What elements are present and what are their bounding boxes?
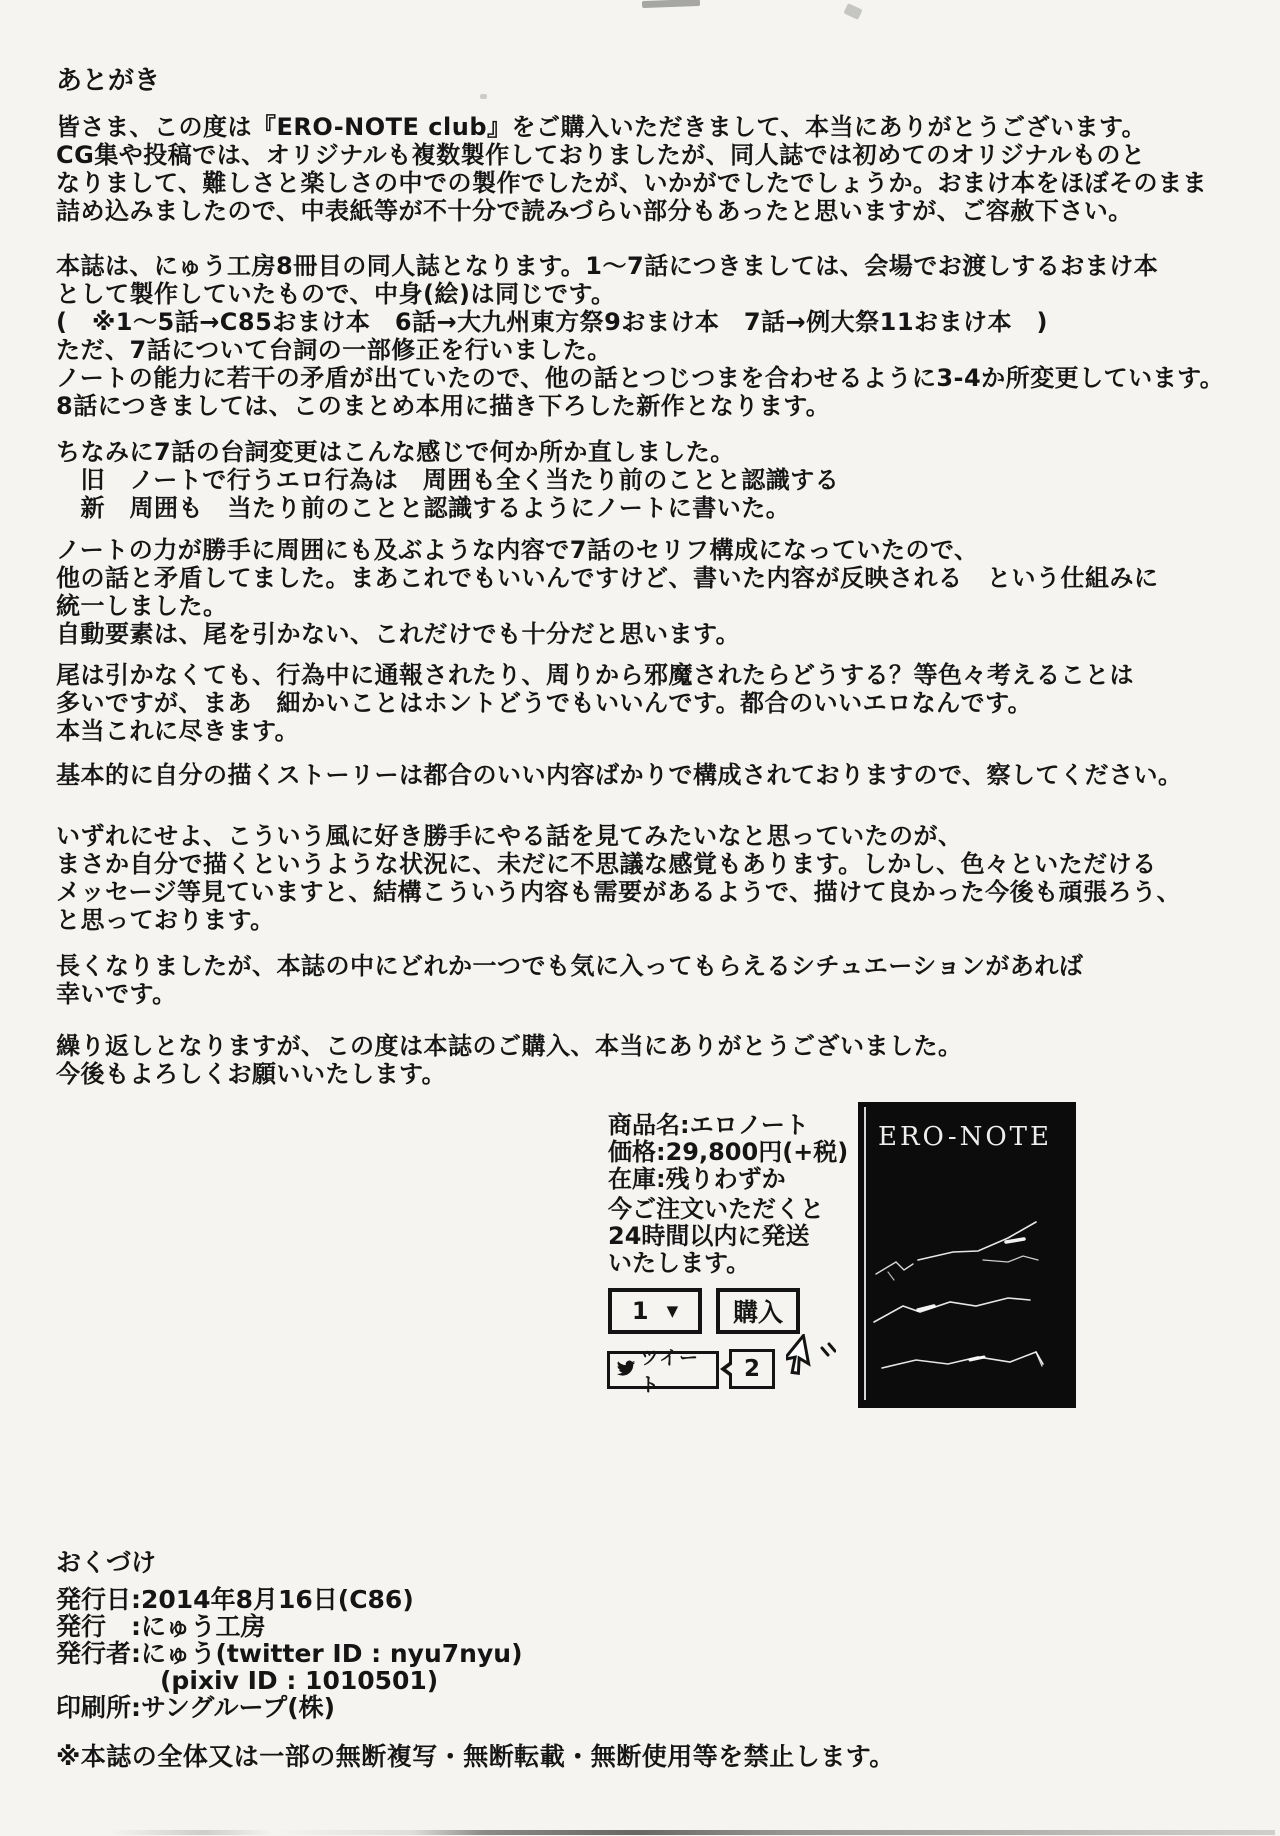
- afterword-paragraph: [56, 761, 1183, 789]
- afterword-heading: あとがき: [56, 66, 161, 96]
- colophon-line: 印刷所:サングループ(株): [56, 1693, 336, 1722]
- afterword-paragraph: [56, 952, 1083, 1008]
- chevron-down-icon: ▼: [666, 1301, 679, 1320]
- afterword-line: ( ※1〜5話→C85おまけ本 6話→大九州東方祭9おまけ本 7話→例大祭11おまけ本 ): [56, 308, 1049, 336]
- afterword-line: 今後もよろしくお願いいたします。: [56, 1060, 447, 1088]
- tweet-button-label: ツイート: [640, 1347, 700, 1396]
- afterword-line: 長くなりましたが、本誌の中にどれか一つでも気に入ってもらえるシチュエーションがあれば: [56, 952, 1084, 980]
- book-scratch-marks: [858, 1102, 1076, 1408]
- quantity-value: 1: [631, 1297, 649, 1325]
- colophon-line: 発行者:にゅう(twitter ID : nyu7nyu): [56, 1639, 523, 1668]
- buy-button[interactable]: [716, 1288, 800, 1334]
- afterword-line: 多いですが、まあ 細かいことはホントどうでもいいんです。都合のいいエロなんです。: [56, 689, 1033, 717]
- afterword-line: 尾は引かなくても、行為中に通報されたり、周りから邪魔されたらどうする？等色々考えることは: [56, 661, 1134, 689]
- twitter-bird-icon: [616, 1360, 636, 1381]
- afterword-line: メッセージ等見ていますと、結構こういう内容も需要があるようで、描けて良かった今後も頑張ろう、: [56, 878, 1182, 906]
- book-cover: [858, 1102, 1076, 1408]
- afterword-line: まさか自分で描くというような状況に、未だに不思議な感覚もあります。しかし、色々といただける: [56, 850, 1157, 878]
- afterword-paragraph: [56, 661, 1134, 745]
- colophon-heading: おくづけ: [56, 1548, 157, 1577]
- scan-artifact: [642, 0, 700, 8]
- afterword-line: 自動要素は、尾を引かない、これだけでも十分だと思います。: [56, 620, 741, 648]
- afterword-line: 詰め込みましたので、中表紙等が不十分で読みづらい部分もあったと思いますが、ご容赦下さい。: [56, 197, 1133, 225]
- shipping-line: 今ご注文いただくと: [608, 1195, 824, 1223]
- afterword-paragraph: [56, 822, 1181, 934]
- colophon-line: (pixiv ID : 1010501): [160, 1666, 439, 1695]
- mouse-cursor-icon: [786, 1334, 836, 1392]
- afterword-line: 皆さま、この度は『ERO-NOTE club』をご購入いただきまして、本当にありがとうございます。: [56, 113, 1147, 141]
- quantity-select[interactable]: [608, 1288, 702, 1334]
- afterword-paragraph: [56, 252, 1224, 420]
- afterword-line: 本当これに尽きます。: [56, 717, 300, 745]
- tweet-button[interactable]: [607, 1347, 719, 1396]
- afterword-line: 幸いです。: [56, 980, 177, 1008]
- tweet-count-bubble[interactable]: [729, 1349, 775, 1389]
- colophon-line: 発行 :にゅう工房: [56, 1612, 266, 1641]
- afterword-line: いずれにせよ、こういう風に好き勝手にやる話を見てみたいなと思っていたのが、: [56, 822, 963, 850]
- scan-edge-band: [110, 1830, 1275, 1835]
- afterword-line: ただ、7話について台詞の一部修正を行いました。: [56, 336, 612, 364]
- afterword-line: ちなみに7話の台詞変更はこんな感じで何か所か直しました。: [56, 438, 735, 466]
- shipping-line: いたします。: [608, 1249, 751, 1277]
- afterword-paragraph: [56, 1032, 963, 1088]
- afterword-line: として製作していたもので、中身(絵)は同じです。: [56, 280, 616, 308]
- afterword-line: 本誌は、にゅう工房8冊目の同人誌となります。1〜7話につきましては、会場でお渡しするおまけ本: [56, 252, 1159, 280]
- product-stock: 在庫:残りわずか: [608, 1165, 786, 1193]
- afterword-line: 新 周囲も 当たり前のことと認識するようにノートに書いた。: [56, 494, 791, 522]
- afterword-paragraph: [56, 113, 1207, 225]
- scan-artifact: [843, 3, 862, 20]
- afterword-line: ノートの力が勝手に周囲にも及ぶような内容で7話のセリフ構成になっていたので、: [56, 536, 979, 564]
- afterword-line: 8話につきましては、このまとめ本用に描き下ろした新作となります。: [56, 392, 831, 420]
- afterword-paragraph: [56, 536, 1159, 648]
- afterword-line: CG集や投稿では、オリジナルも複数製作しておりましたが、同人誌では初めてのオリジナルものと: [56, 141, 1146, 169]
- book-title: ERO-NOTE: [878, 1122, 1052, 1152]
- shipping-note: [608, 1196, 824, 1277]
- product-name: 商品名:エロノート: [608, 1111, 809, 1139]
- afterword-line: と思っております。: [56, 906, 275, 934]
- colophon-lines: [56, 1586, 523, 1721]
- product-info: [608, 1112, 848, 1193]
- copyright-notice: ※本誌の全体又は一部の無断複写・無断転載・無断使用等を禁止します。: [56, 1742, 895, 1771]
- afterword-line: 繰り返しとなりますが、この度は本誌のご購入、本当にありがとうございました。: [56, 1032, 963, 1060]
- afterword-paragraph: [56, 438, 839, 522]
- afterword-line: 他の話と矛盾してました。まあこれでもいいんですけど、書いた内容が反映される という仕組みに: [56, 564, 1159, 592]
- afterword-line: なりまして、難しさと楽しさの中での製作でしたが、いかがでしたでしょうか。おまけ本をほぼそのまま: [56, 169, 1208, 197]
- shipping-line: 24時間以内に発送: [608, 1222, 810, 1250]
- afterword-line: ノートの能力に若干の矛盾が出ていたので、他の話とつじつまを合わせるように3-4か所変更しています。: [56, 364, 1225, 392]
- buy-button-label: 購入: [732, 1298, 783, 1327]
- scan-artifact: [480, 94, 487, 99]
- product-price: 価格:29,800円(+税): [608, 1138, 849, 1166]
- colophon-line: 発行日:2014年8月16日(C86): [56, 1585, 414, 1614]
- afterword-line: 統一しました。: [56, 592, 228, 620]
- tweet-count: 2: [743, 1356, 760, 1382]
- afterword-line: 旧 ノートで行うエロ行為は 周囲も全く当たり前のことと認識する: [56, 466, 840, 494]
- afterword-line: 基本的に自分の描くストーリーは都合のいい内容ばかりで構成されておりますので、察してください。: [56, 761, 1183, 789]
